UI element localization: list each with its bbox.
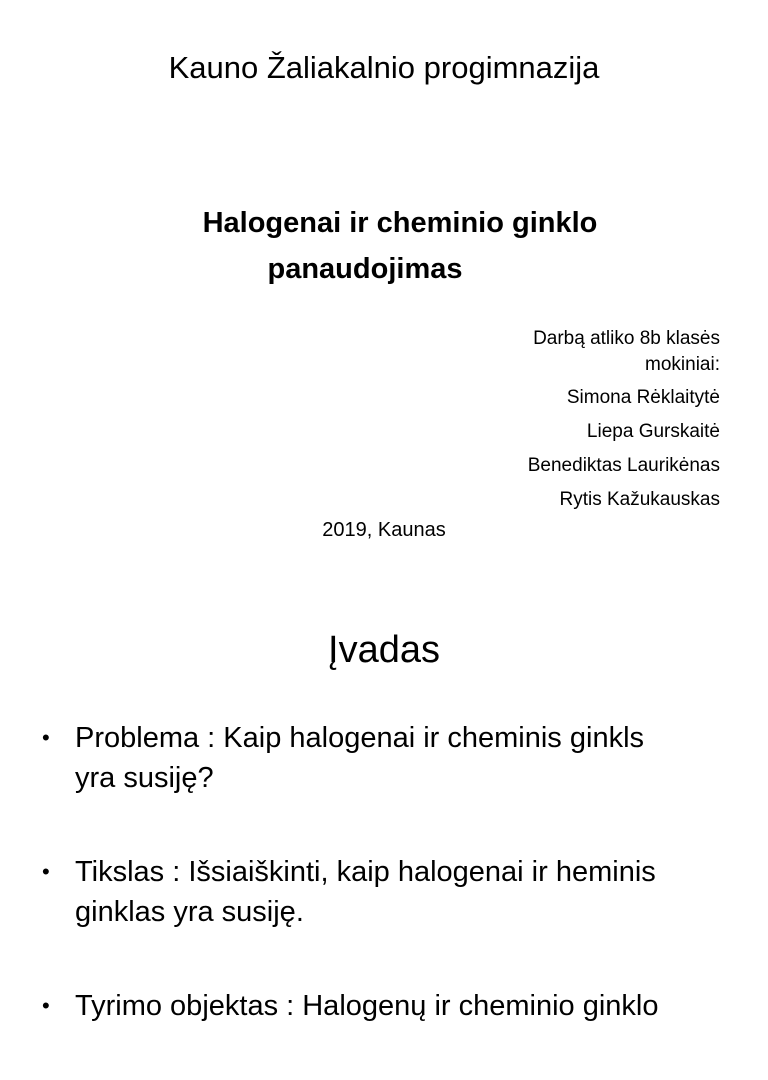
title-line-1: Halogenai ir cheminio ginklo xyxy=(202,207,598,239)
bullet-text-line-1: Problema : Kaip halogenai ir cheminis ginkls xyxy=(75,722,645,754)
title-line-2: panaudojimas xyxy=(267,253,463,285)
bullet-text-line-1: Tyrimo objektas : Halogenų ir cheminio ginklo xyxy=(75,990,659,1022)
authors-block xyxy=(460,326,720,514)
authors-intro-line-1: Darbą atliko 8b klasės xyxy=(533,328,720,349)
author-name: Simona Rėklaitytė xyxy=(566,387,720,408)
author-name: Benediktas Laurikėnas xyxy=(527,455,720,476)
author-name: Liepa Gurskaitė xyxy=(586,421,720,442)
author-name: Rytis Kažukauskas xyxy=(559,489,720,510)
list-item-problem xyxy=(42,718,742,798)
bullet-text-line-1: Tikslas : Išsiaiškinti, kaip halogenai ir heminis xyxy=(75,856,656,888)
school-name: Kauno Žaliakalnio progimnazija xyxy=(168,50,600,85)
presentation-title xyxy=(100,200,700,292)
bullet-list xyxy=(42,718,742,1080)
intro-slide xyxy=(0,585,768,1024)
list-item-goal xyxy=(42,852,742,932)
bullet-text-line-2: yra susiję? xyxy=(75,762,214,794)
bullet-dot-icon: • xyxy=(42,993,50,1018)
bullet-dot-icon: • xyxy=(42,725,50,750)
list-item-object xyxy=(42,986,742,1026)
authors-intro-line-2: mokiniai: xyxy=(645,354,720,375)
bullet-text-line-2: ginklas yra susiję. xyxy=(75,896,304,928)
bullet-dot-icon: • xyxy=(42,859,50,884)
slide-title: Įvadas xyxy=(328,629,440,671)
date-place: 2019, Kaunas xyxy=(322,519,446,541)
